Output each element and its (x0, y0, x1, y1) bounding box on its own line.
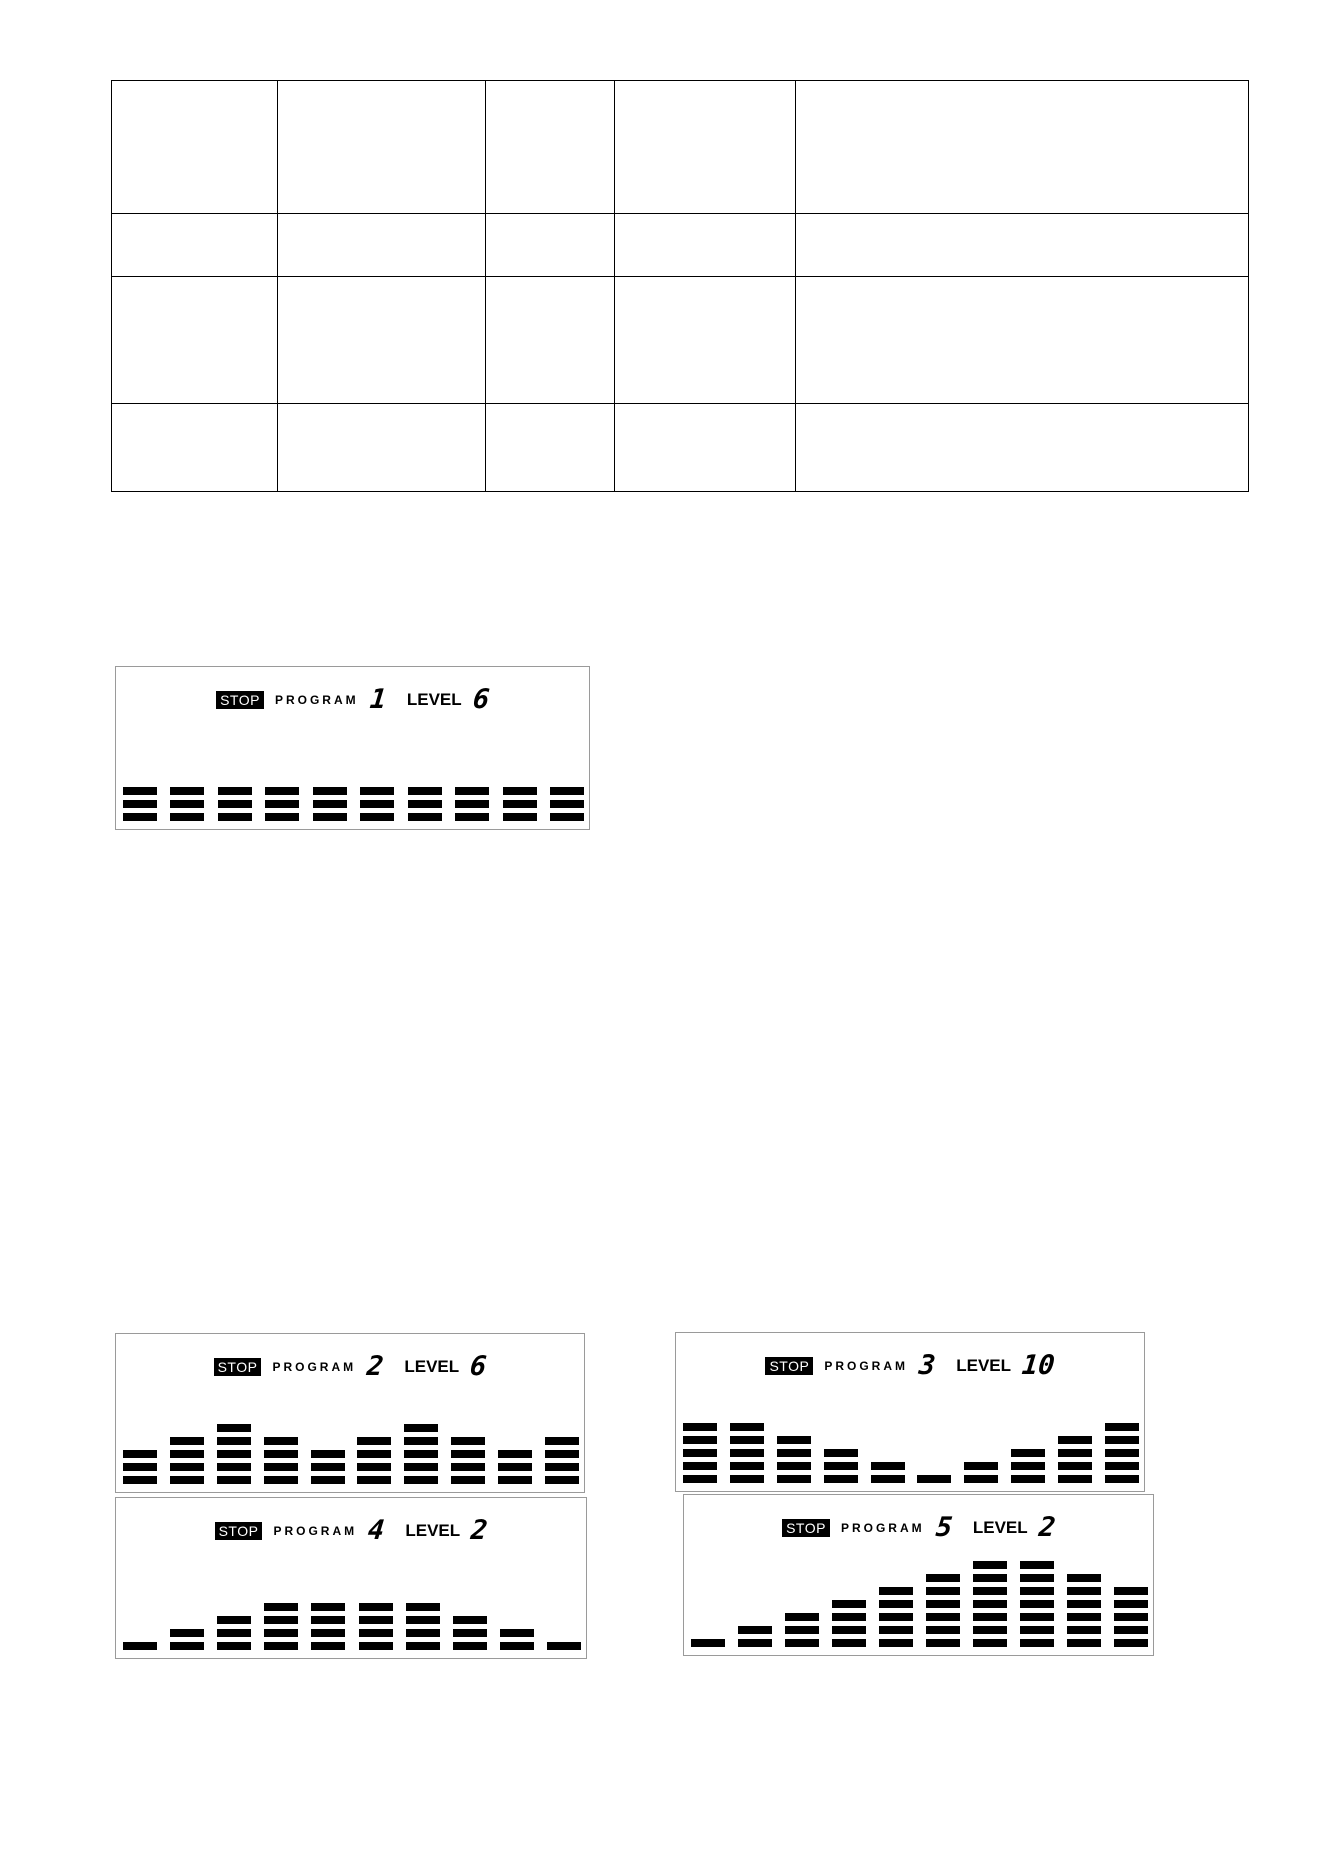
profile-column (1011, 1449, 1045, 1483)
profile-column (311, 1603, 345, 1650)
table-cell (615, 214, 796, 277)
profile-segment (123, 787, 157, 795)
profile-segment (1058, 1462, 1092, 1470)
profile-segment (730, 1475, 764, 1483)
profile-column (1067, 1574, 1101, 1647)
profile-column (311, 1450, 345, 1484)
table-cell (486, 404, 615, 492)
profile-segment (879, 1613, 913, 1621)
profile-column (738, 1626, 772, 1647)
program-number: 1 (368, 684, 388, 715)
profile-column (964, 1462, 998, 1483)
profile-segment (1058, 1449, 1092, 1457)
profile-segment (451, 1476, 485, 1484)
profile-segment (217, 1450, 251, 1458)
lcd-header (116, 1516, 586, 1546)
profile-segment (264, 1616, 298, 1624)
level-number: 10 (1020, 1350, 1057, 1381)
stop-badge: STOP (216, 691, 264, 709)
profile-segment (824, 1449, 858, 1457)
profile-segment (926, 1587, 960, 1595)
profile-column (170, 1437, 204, 1484)
profile-segment (730, 1423, 764, 1431)
profile-segment (879, 1626, 913, 1634)
profile-segment (973, 1600, 1007, 1608)
profile-segment (1058, 1436, 1092, 1444)
profile-segment (1011, 1475, 1045, 1483)
profile-segment (738, 1626, 772, 1634)
profile-segment (218, 813, 252, 821)
profile-column (832, 1600, 866, 1647)
profile-segment (170, 1642, 204, 1650)
profile-column (404, 1424, 438, 1484)
table-cell (278, 81, 486, 214)
table-cell (486, 277, 615, 404)
profile-segment (1020, 1574, 1054, 1582)
profile-segment (408, 813, 442, 821)
profile-bars (683, 1423, 1139, 1483)
profile-segment (264, 1450, 298, 1458)
profile-segment (973, 1613, 1007, 1621)
profile-segment (359, 1616, 393, 1624)
profile-segment (1067, 1574, 1101, 1582)
profile-segment (683, 1436, 717, 1444)
lcd-panel-program-4 (115, 1497, 587, 1659)
profile-segment (455, 787, 489, 795)
profile-column (357, 1437, 391, 1484)
profile-segment (265, 787, 299, 795)
profile-column (545, 1437, 579, 1484)
profile-segment (453, 1642, 487, 1650)
profile-segment (359, 1603, 393, 1611)
lcd-panel-program-3 (675, 1332, 1145, 1492)
table-cell (112, 404, 278, 492)
profile-segment (451, 1463, 485, 1471)
profile-segment (313, 787, 347, 795)
profile-segment (1020, 1561, 1054, 1569)
profile-column (503, 787, 537, 821)
program-label: PROGRAM (274, 693, 359, 707)
profile-bars (123, 1424, 579, 1484)
profile-segment (360, 813, 394, 821)
profile-column (730, 1423, 764, 1483)
profile-segment (170, 787, 204, 795)
profile-segment (1105, 1462, 1139, 1470)
profile-column (550, 787, 584, 821)
table-row (112, 277, 1249, 404)
profile-segment (408, 800, 442, 808)
profile-segment (313, 800, 347, 808)
stop-badge: STOP (765, 1357, 813, 1375)
program-number: 2 (365, 1351, 386, 1382)
profile-segment (1020, 1613, 1054, 1621)
level-label: LEVEL (404, 1357, 460, 1376)
profile-segment (357, 1463, 391, 1471)
profile-segment (832, 1626, 866, 1634)
stop-badge: STOP (214, 1358, 262, 1376)
program-number: 4 (366, 1515, 387, 1546)
profile-segment (218, 787, 252, 795)
profile-segment (264, 1437, 298, 1445)
profile-column (500, 1629, 534, 1650)
profile-segment (123, 813, 157, 821)
profile-segment (264, 1603, 298, 1611)
profile-segment (730, 1449, 764, 1457)
profile-segment (1067, 1626, 1101, 1634)
profile-segment (973, 1587, 1007, 1595)
profile-segment (964, 1462, 998, 1470)
table-cell (796, 81, 1249, 214)
program-number: 5 (934, 1512, 954, 1543)
profile-segment (832, 1600, 866, 1608)
profile-segment (218, 800, 252, 808)
profile-segment (832, 1639, 866, 1647)
profile-segment (683, 1475, 717, 1483)
empty-table (111, 80, 1249, 492)
profile-segment (1011, 1462, 1045, 1470)
profile-column (123, 787, 157, 821)
profile-segment (785, 1613, 819, 1621)
profile-segment (1114, 1600, 1148, 1608)
lcd-header (684, 1513, 1153, 1543)
profile-segment (360, 787, 394, 795)
profile-segment (1067, 1639, 1101, 1647)
profile-segment (170, 1629, 204, 1637)
profile-bars (691, 1561, 1148, 1647)
profile-segment (1020, 1626, 1054, 1634)
profile-segment (265, 800, 299, 808)
profile-segment (311, 1450, 345, 1458)
profile-segment (973, 1639, 1007, 1647)
profile-segment (404, 1424, 438, 1432)
table-cell (796, 214, 1249, 277)
profile-segment (357, 1450, 391, 1458)
profile-column (170, 787, 204, 821)
profile-column (408, 787, 442, 821)
level-number: 6 (468, 1351, 489, 1382)
table-cell (278, 214, 486, 277)
profile-segment (1020, 1587, 1054, 1595)
profile-segment (832, 1613, 866, 1621)
profile-segment (973, 1561, 1007, 1569)
profile-segment (964, 1475, 998, 1483)
profile-segment (265, 813, 299, 821)
profile-segment (730, 1436, 764, 1444)
profile-segment (777, 1449, 811, 1457)
profile-segment (550, 813, 584, 821)
profile-column (1105, 1423, 1139, 1483)
profile-segment (503, 813, 537, 821)
lcd-panel-program-2 (115, 1333, 585, 1493)
profile-bars (123, 1603, 581, 1650)
profile-segment (1067, 1600, 1101, 1608)
profile-column (359, 1603, 393, 1650)
profile-column (871, 1462, 905, 1483)
profile-segment (545, 1437, 579, 1445)
profile-segment (264, 1463, 298, 1471)
profile-segment (879, 1587, 913, 1595)
profile-segment (404, 1476, 438, 1484)
profile-column (170, 1629, 204, 1650)
profile-column (777, 1436, 811, 1483)
profile-segment (926, 1639, 960, 1647)
profile-segment (785, 1626, 819, 1634)
profile-column (264, 1603, 298, 1650)
profile-segment (683, 1423, 717, 1431)
profile-segment (406, 1642, 440, 1650)
profile-segment (123, 1642, 157, 1650)
profile-column (917, 1475, 951, 1483)
table-cell (615, 277, 796, 404)
profile-segment (455, 813, 489, 821)
profile-segment (217, 1629, 251, 1637)
lcd-panel-program-1 (115, 666, 590, 830)
profile-segment (879, 1600, 913, 1608)
profile-segment (170, 1476, 204, 1484)
profile-segment (500, 1629, 534, 1637)
profile-column (879, 1587, 913, 1647)
table-cell (112, 81, 278, 214)
profile-segment (170, 800, 204, 808)
profile-segment (926, 1600, 960, 1608)
profile-segment (500, 1642, 534, 1650)
program-label: PROGRAM (840, 1521, 925, 1535)
profile-segment (1067, 1587, 1101, 1595)
level-label: LEVEL (956, 1356, 1012, 1375)
profile-segment (406, 1629, 440, 1637)
stop-badge: STOP (215, 1522, 263, 1540)
profile-segment (550, 800, 584, 808)
profile-segment (973, 1626, 1007, 1634)
lcd-header (116, 1352, 584, 1382)
profile-bars (123, 787, 584, 821)
profile-segment (123, 800, 157, 808)
profile-column (785, 1613, 819, 1647)
table-cell (796, 277, 1249, 404)
profile-segment (404, 1450, 438, 1458)
profile-segment (406, 1616, 440, 1624)
level-number: 6 (471, 684, 491, 715)
table-row (112, 404, 1249, 492)
level-number: 2 (1037, 1512, 1057, 1543)
profile-column (691, 1639, 725, 1647)
profile-segment (359, 1629, 393, 1637)
profile-column (313, 787, 347, 821)
profile-segment (545, 1463, 579, 1471)
profile-segment (1114, 1613, 1148, 1621)
profile-segment (550, 787, 584, 795)
profile-segment (453, 1629, 487, 1637)
profile-column (973, 1561, 1007, 1647)
profile-segment (1114, 1626, 1148, 1634)
table-cell (796, 404, 1249, 492)
profile-column (217, 1616, 251, 1650)
profile-segment (503, 800, 537, 808)
profile-segment (170, 1463, 204, 1471)
profile-segment (451, 1450, 485, 1458)
profile-segment (170, 1437, 204, 1445)
profile-segment (357, 1437, 391, 1445)
profile-column (360, 787, 394, 821)
profile-segment (455, 800, 489, 808)
profile-segment (1105, 1423, 1139, 1431)
stop-badge: STOP (782, 1519, 830, 1537)
profile-segment (406, 1603, 440, 1611)
profile-segment (359, 1642, 393, 1650)
profile-segment (217, 1642, 251, 1650)
profile-segment (738, 1639, 772, 1647)
program-number: 3 (917, 1350, 937, 1381)
profile-segment (879, 1639, 913, 1647)
profile-column (453, 1616, 487, 1650)
table-cell (278, 404, 486, 492)
profile-segment (360, 800, 394, 808)
level-label: LEVEL (405, 1521, 461, 1540)
level-number: 2 (469, 1515, 490, 1546)
profile-column (218, 787, 252, 821)
profile-segment (217, 1424, 251, 1432)
profile-segment (123, 1450, 157, 1458)
profile-segment (917, 1475, 951, 1483)
profile-column (123, 1642, 157, 1650)
profile-segment (264, 1476, 298, 1484)
profile-segment (503, 787, 537, 795)
level-label: LEVEL (406, 690, 462, 709)
profile-segment (311, 1476, 345, 1484)
profile-column (264, 1437, 298, 1484)
table-cell (615, 404, 796, 492)
table-cell (112, 277, 278, 404)
profile-segment (357, 1476, 391, 1484)
profile-segment (926, 1574, 960, 1582)
profile-segment (404, 1437, 438, 1445)
profile-segment (311, 1642, 345, 1650)
profile-segment (311, 1463, 345, 1471)
profile-column (455, 787, 489, 821)
profile-segment (691, 1639, 725, 1647)
lcd-header (116, 685, 589, 715)
profile-segment (1058, 1475, 1092, 1483)
program-label: PROGRAM (273, 1524, 358, 1538)
lcd-header (676, 1351, 1144, 1381)
profile-column (824, 1449, 858, 1483)
table-row (112, 214, 1249, 277)
profile-column (406, 1603, 440, 1650)
profile-column (547, 1642, 581, 1650)
profile-segment (313, 813, 347, 821)
profile-segment (1020, 1600, 1054, 1608)
profile-segment (123, 1476, 157, 1484)
profile-column (451, 1437, 485, 1484)
profile-segment (926, 1613, 960, 1621)
profile-segment (777, 1436, 811, 1444)
profile-segment (730, 1462, 764, 1470)
profile-segment (871, 1462, 905, 1470)
profile-segment (264, 1629, 298, 1637)
profile-segment (1011, 1449, 1045, 1457)
profile-segment (785, 1639, 819, 1647)
profile-segment (311, 1629, 345, 1637)
profile-column (498, 1450, 532, 1484)
profile-segment (547, 1642, 581, 1650)
profile-segment (451, 1437, 485, 1445)
profile-segment (1020, 1639, 1054, 1647)
profile-segment (824, 1475, 858, 1483)
profile-column (683, 1423, 717, 1483)
profile-segment (871, 1475, 905, 1483)
profile-segment (264, 1642, 298, 1650)
profile-segment (545, 1476, 579, 1484)
profile-segment (1114, 1587, 1148, 1595)
profile-segment (498, 1463, 532, 1471)
program-label: PROGRAM (272, 1360, 357, 1374)
profile-segment (545, 1450, 579, 1458)
profile-segment (824, 1462, 858, 1470)
profile-segment (1105, 1436, 1139, 1444)
profile-column (217, 1424, 251, 1484)
profile-segment (217, 1616, 251, 1624)
profile-segment (1067, 1613, 1101, 1621)
profile-segment (498, 1450, 532, 1458)
program-label: PROGRAM (824, 1359, 908, 1373)
profile-column (123, 1450, 157, 1484)
profile-segment (683, 1462, 717, 1470)
profile-column (1020, 1561, 1054, 1647)
profile-segment (926, 1626, 960, 1634)
profile-segment (498, 1476, 532, 1484)
profile-segment (123, 1463, 157, 1471)
profile-segment (408, 787, 442, 795)
profile-column (926, 1574, 960, 1647)
profile-column (265, 787, 299, 821)
profile-segment (1105, 1475, 1139, 1483)
table-cell (112, 214, 278, 277)
profile-segment (777, 1462, 811, 1470)
profile-segment (453, 1616, 487, 1624)
profile-segment (1114, 1639, 1148, 1647)
profile-column (1114, 1587, 1148, 1647)
table-row (112, 81, 1249, 214)
profile-segment (683, 1449, 717, 1457)
profile-segment (973, 1574, 1007, 1582)
table-cell (278, 277, 486, 404)
level-label: LEVEL (972, 1518, 1028, 1537)
table-cell (486, 214, 615, 277)
lcd-panel-program-5 (683, 1494, 1154, 1656)
profile-segment (217, 1476, 251, 1484)
profile-segment (311, 1603, 345, 1611)
profile-segment (170, 1450, 204, 1458)
profile-segment (777, 1475, 811, 1483)
profile-segment (217, 1437, 251, 1445)
profile-segment (1105, 1449, 1139, 1457)
profile-segment (217, 1463, 251, 1471)
profile-segment (170, 813, 204, 821)
profile-segment (404, 1463, 438, 1471)
profile-segment (311, 1616, 345, 1624)
profile-column (1058, 1436, 1092, 1483)
table-cell (615, 81, 796, 214)
table-cell (486, 81, 615, 214)
